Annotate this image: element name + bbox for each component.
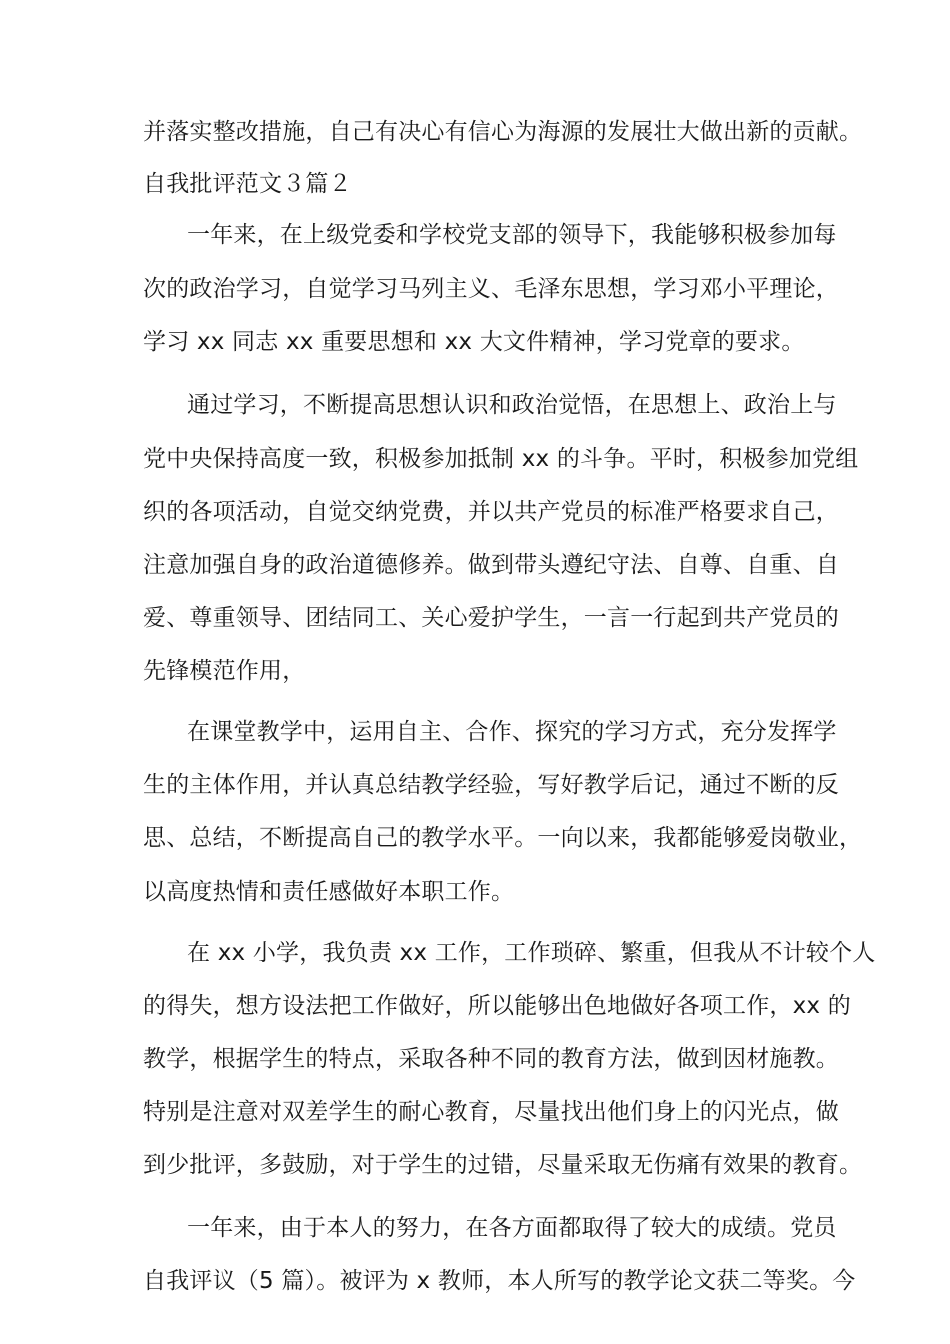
- text-line: 以高度热情和责任感做好本职工作。: [143, 879, 515, 905]
- text-line: 注意加强自身的政治道德修养。做到带头遵纪守法、自尊、自重、自: [143, 552, 839, 578]
- paragraph-first-line: 一年来，在上级党委和学校党支部的领导下，我能够积极参加每: [187, 222, 837, 248]
- text-line: 织的各项活动，自觉交纳党费，并以共产党员的标准严格要求自己，: [143, 499, 839, 525]
- text-line: 学习 xx 同志 xx 重要思想和 xx 大文件精神，学习党章的要求。: [143, 329, 805, 355]
- text-line: 教学，根据学生的特点，采取各种不同的教育方法，做到因材施教。: [143, 1046, 839, 1072]
- text-line: 次的政治学习，自觉学习马列主义、毛泽东思想，学习邓小平理论，: [143, 276, 839, 302]
- paragraph-first-line: 在课堂教学中，运用自主、合作、探究的学习方式，充分发挥学: [187, 719, 837, 745]
- section-heading: 自我批评范文３篇２: [143, 171, 352, 197]
- text-line: 的得失，想方设法把工作做好，所以能够出色地做好各项工作，xx 的: [143, 993, 851, 1019]
- text-line: 到少批评，多鼓励，对于学生的过错，尽量采取无伤痛有效果的教育。: [143, 1152, 863, 1178]
- paragraph-first-line: 在 xx 小学，我负责 xx 工作，工作琐碎、繁重，但我从不计较个人: [187, 940, 876, 966]
- text-line: 党中央保持高度一致，积极参加抵制 xx 的斗争。平时，积极参加党组: [143, 446, 859, 472]
- text-line: 特别是注意对双差学生的耐心教育，尽量找出他们身上的闪光点，做: [143, 1099, 839, 1125]
- paragraph-first-line: 通过学习，不断提高思想认识和政治觉悟，在思想上、政治上与: [187, 392, 837, 418]
- text-line: 并落实整改措施，自己有决心有信心为海源的发展壮大做出新的贡献。: [143, 119, 863, 145]
- paragraph-first-line: 一年来，由于本人的努力，在各方面都取得了较大的成绩。党员: [187, 1215, 837, 1241]
- text-line: 生的主体作用，并认真总结教学经验，写好教学后记，通过不断的反: [143, 772, 839, 798]
- text-line: 思、总结，不断提高自己的教学水平。一向以来，我都能够爱岗敬业，: [143, 825, 863, 851]
- text-line: 自我评议（5 篇）。被评为 x 教师，本人所写的教学论文获二等奖。今: [143, 1268, 856, 1294]
- text-line: 爱、尊重领导、团结同工、关心爱护学生，一言一行起到共产党员的: [143, 605, 839, 631]
- text-line: 先锋模范作用，: [143, 658, 306, 684]
